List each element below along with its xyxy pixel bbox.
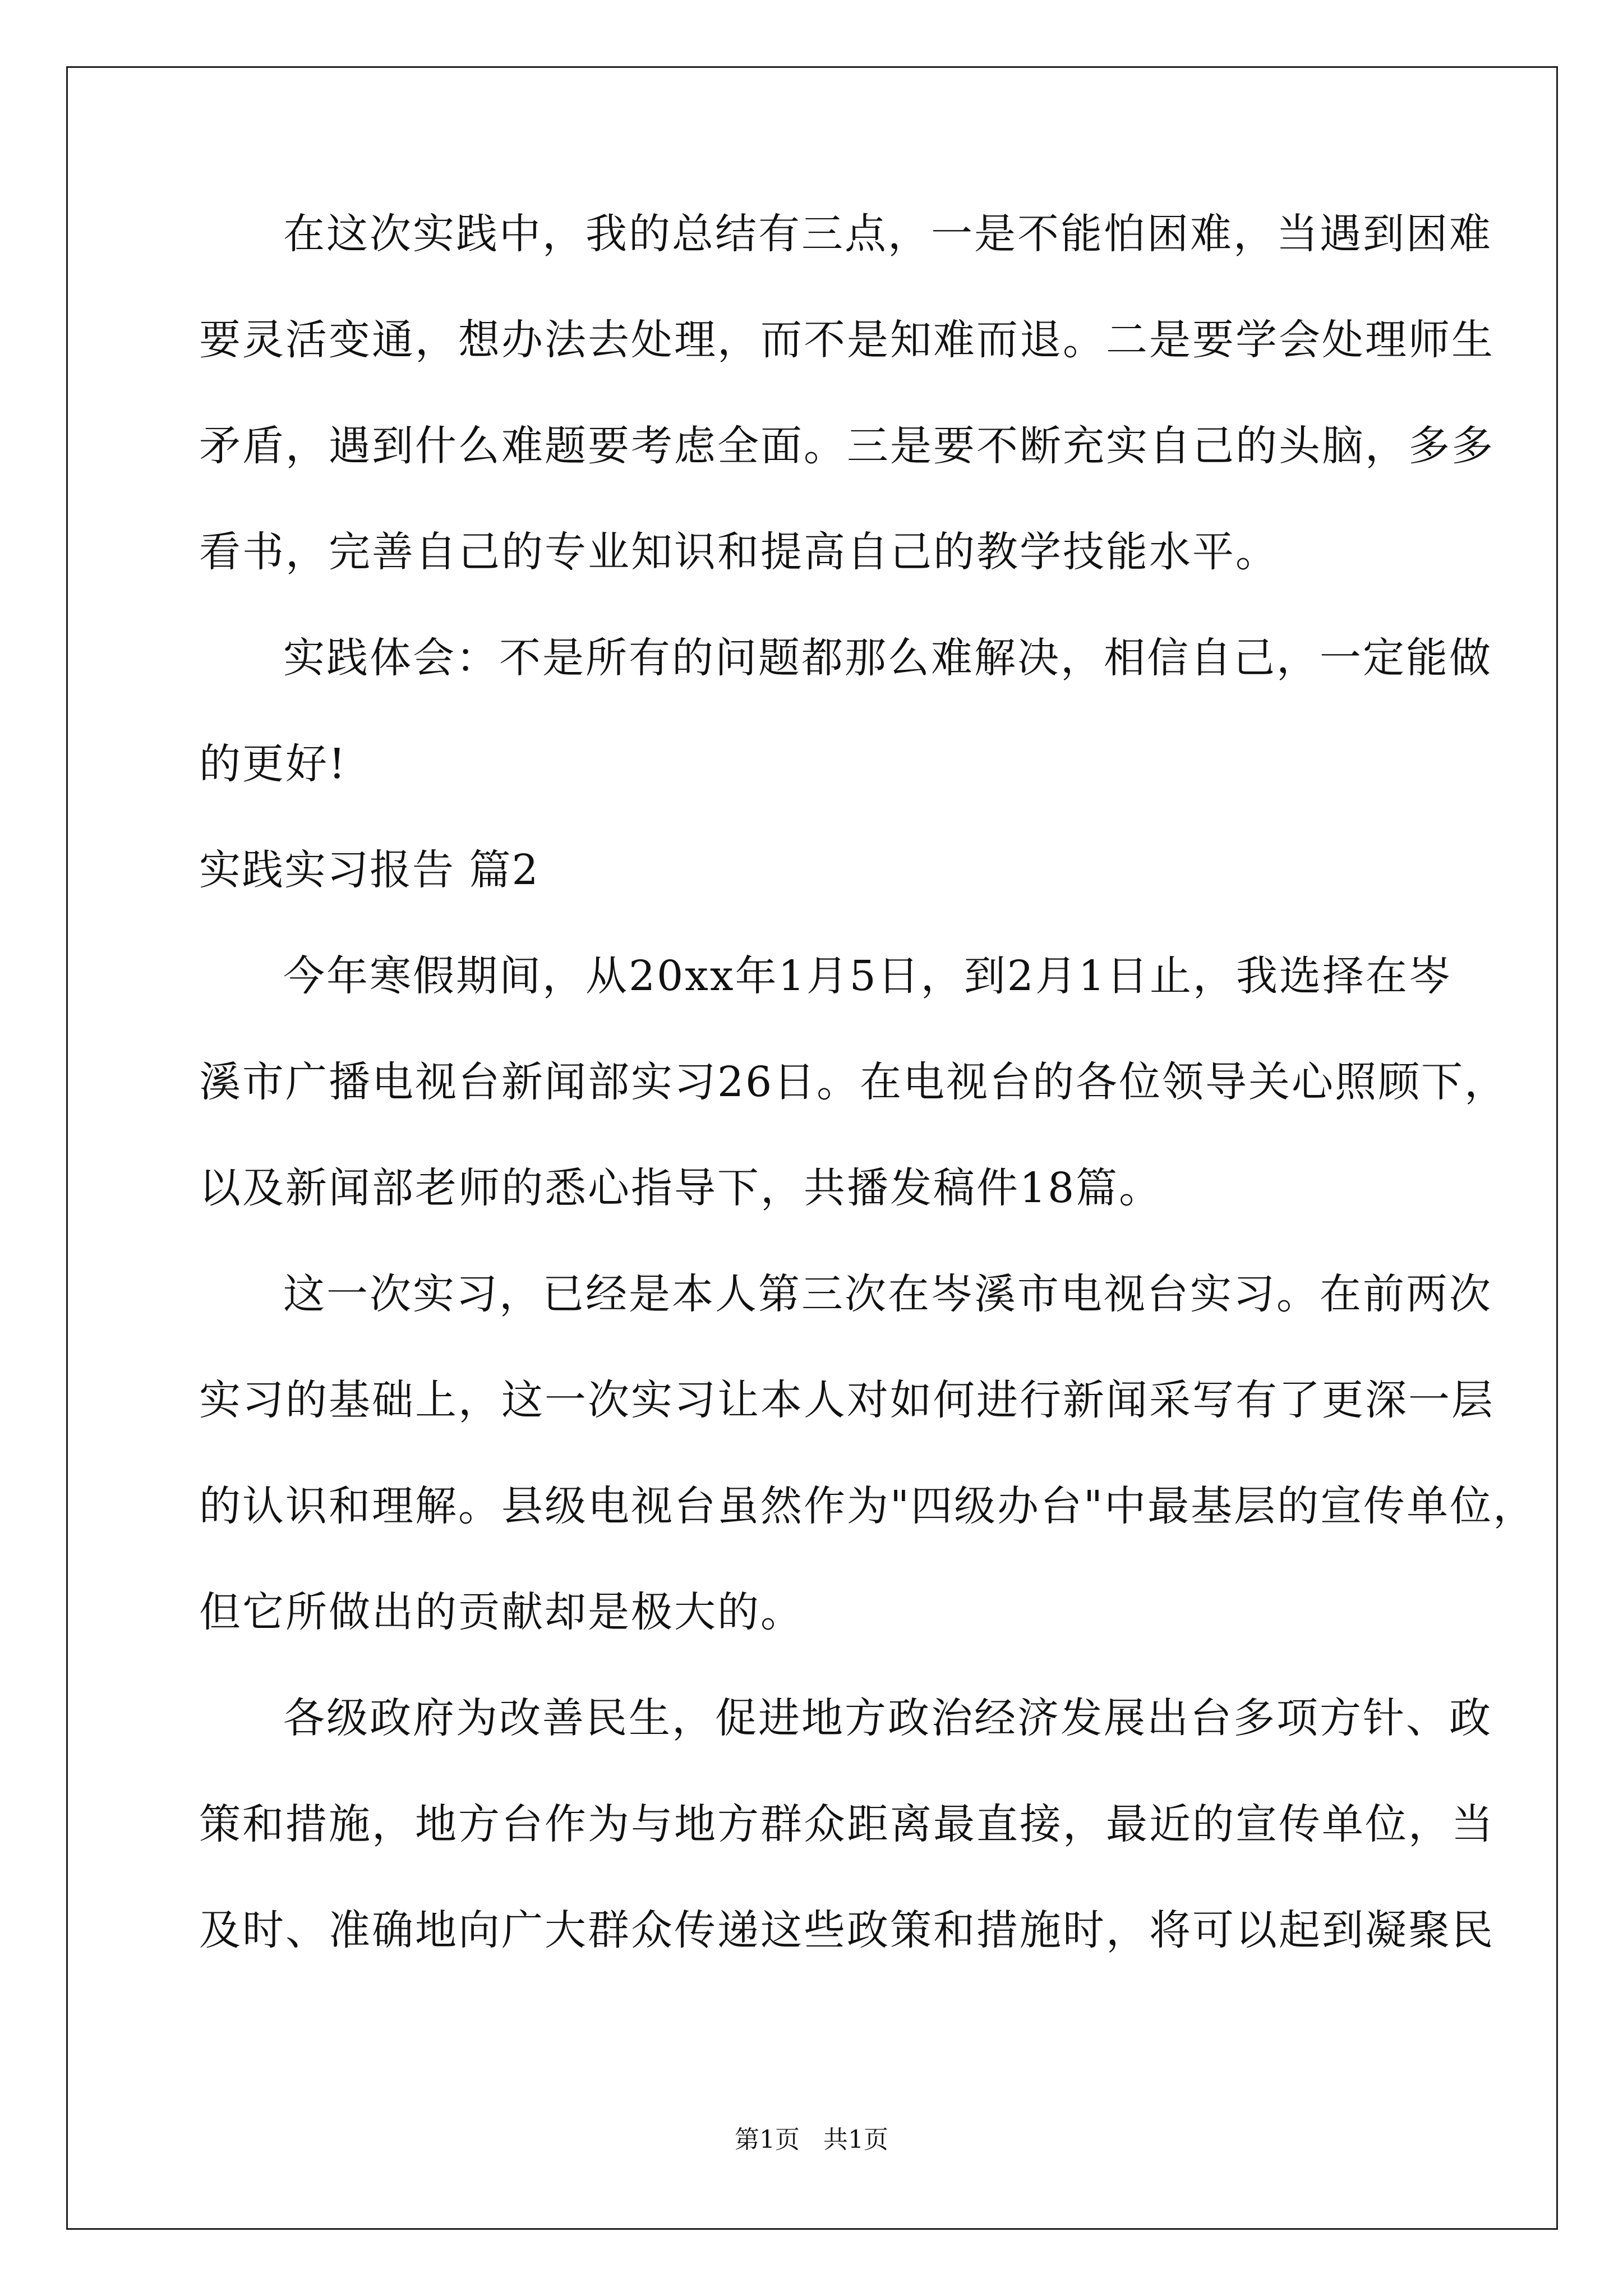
paragraph-line: 及时、准确地向广大群众传递这些政策和措施时，将可以起到凝聚民	[199, 1906, 1495, 1954]
paragraph-line: 在这次实践中，我的总结有三点，一是不能怕困难，当遇到困难	[283, 210, 1492, 258]
document-body	[199, 210, 1537, 2016]
paragraph-line: 实习的基础上，这一次实习让本人对如何进行新闻采写有了更深一层	[199, 1376, 1495, 1424]
paragraph-line: 溪市广播电视台新闻部实习26日。在电视台的各位领导关心照顾下，	[199, 1058, 1508, 1106]
paragraph-line: 的认识和理解。县级电视台虽然作为"四级办台"中最基层的宣传单位，	[199, 1482, 1537, 1530]
paragraph-line: 要灵活变通，想办法去处理，而不是知难而退。二是要学会处理师生	[199, 316, 1495, 364]
paragraph-line: 今年寒假期间，从20xx年1月5日，到2月1日止，我选择在岑	[283, 952, 1452, 1000]
paragraph-line: 这一次实习，已经是本人第三次在岑溪市电视台实习。在前两次	[283, 1270, 1492, 1318]
paragraph-line: 以及新闻部老师的悉心指导下，共播发稿件18篇。	[199, 1164, 1163, 1212]
paragraph-line: 矛盾，遇到什么难题要考虑全面。三是要不断充实自己的头脑，多多	[199, 422, 1495, 470]
paragraph-line: 但它所做出的贡献却是极大的。	[199, 1588, 804, 1636]
page-footer: 第1页 共1页	[735, 2125, 888, 2154]
section-heading: 实践实习报告 篇2	[199, 846, 540, 894]
paragraph-line: 各级政府为改善民生，促进地方政治经济发展出台多项方针、政	[283, 1694, 1492, 1742]
paragraph-line: 实践体会：不是所有的问题都那么难解决，相信自己，一定能做	[283, 634, 1492, 682]
paragraph-line: 看书，完善自己的专业知识和提高自己的教学技能水平。	[199, 528, 1279, 576]
paragraph-line: 策和措施，地方台作为与地方群众距离最直接，最近的宣传单位，当	[199, 1800, 1495, 1848]
paragraph-line: 的更好!	[199, 740, 347, 788]
